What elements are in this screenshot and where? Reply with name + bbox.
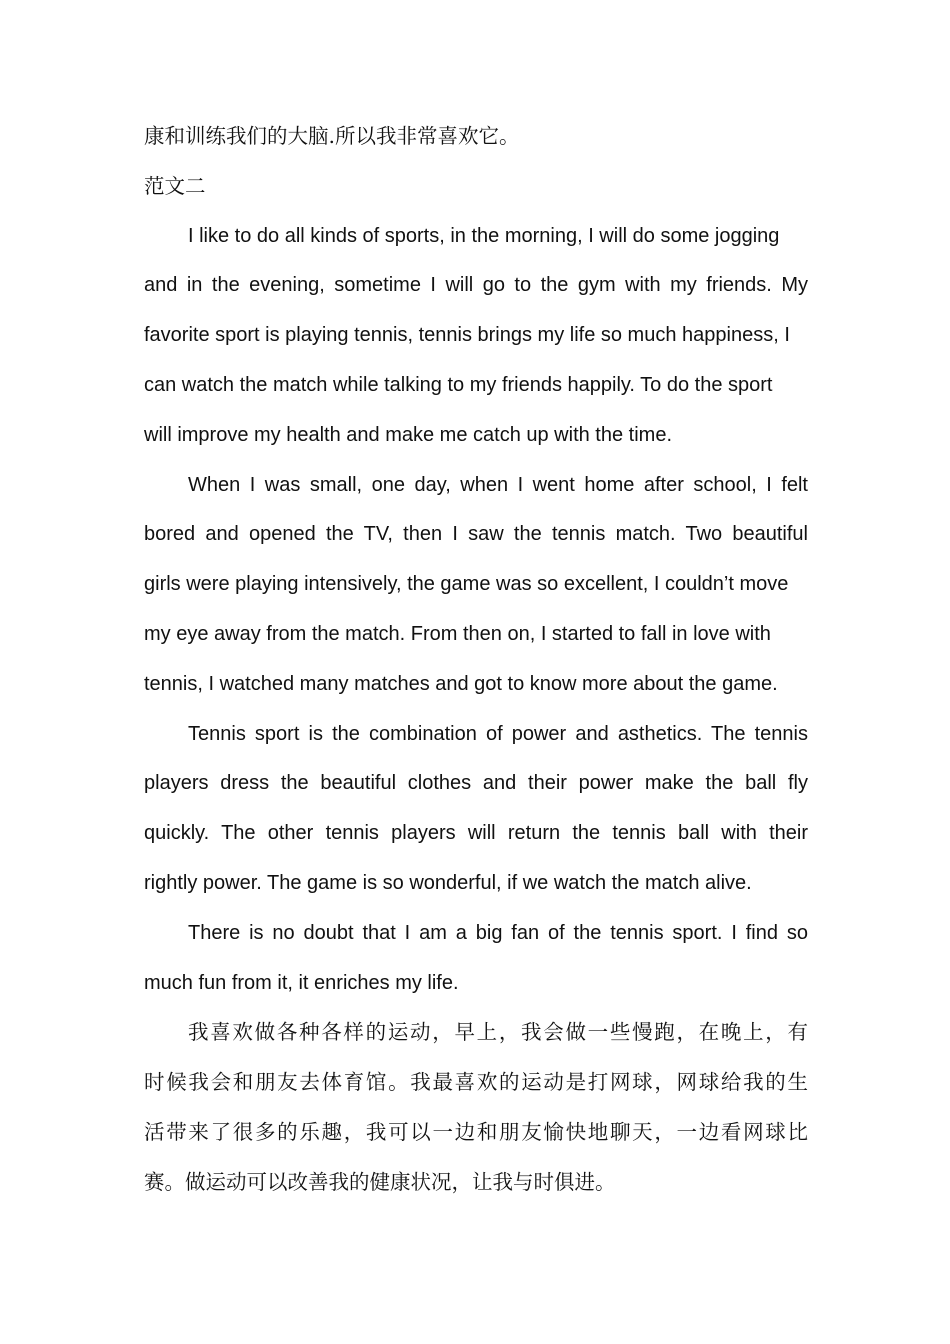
text-line: favorite sport is playing tennis, tennis brings my life so much happiness, I [144, 324, 790, 347]
text-line: bored and opened the TV, then I saw the tennis match. Two beautiful [144, 523, 808, 546]
text-line: quickly. The other tennis players will return the tennis ball with their [144, 822, 808, 845]
text-line: much fun from it, it enriches my life. [144, 971, 459, 994]
text-line: will improve my health and make me catch up with the time. [144, 423, 672, 446]
text-line: I like to do all kinds of sports, in the morning, I will do some jogging [188, 224, 780, 247]
section-heading: 范文二 [144, 173, 206, 198]
text-line: can watch the match while talking to my friends happily. To do the sport [144, 373, 773, 396]
document-body [144, 112, 808, 1208]
text-line: 活带来了很多的乐趣，我可以一边和朋友愉快地聊天，一边看网球比 [144, 1119, 808, 1144]
text-line: 我喜欢做各种各样的运动，早上，我会做一些慢跑，在晚上，有 [188, 1020, 808, 1045]
text-line: 赛。做运动可以改善我的健康状况，让我与时俱进。 [144, 1169, 616, 1194]
text-line: my eye away from the match. From then on, I started to fall in love with [144, 622, 771, 645]
text-line: tennis, I watched many matches and got to know more about the game. [144, 672, 778, 695]
text-line: and in the evening, sometime I will go to the gym with my friends. My [144, 274, 808, 297]
text-line: players dress the beautiful clothes and their power make the ball fly [144, 772, 808, 795]
text-line: When I was small, one day, when I went home after school, I felt [188, 473, 808, 496]
text-line: rightly power. The game is so wonderful, if we watch the match alive. [144, 871, 752, 894]
text-line: 康和训练我们的大脑.所以我非常喜欢它。 [144, 124, 520, 148]
text-line: Tennis sport is the combination of power and asthetics. The tennis [188, 722, 808, 745]
text-line: 时候我会和朋友去体育馆。我最喜欢的运动是打网球，网球给我的生 [144, 1070, 808, 1095]
text-line: girls were playing intensively, the game was so excellent, I couldn’t move [144, 573, 789, 596]
text-line: There is no doubt that I am a big fan of the tennis sport. I find so [188, 921, 808, 944]
